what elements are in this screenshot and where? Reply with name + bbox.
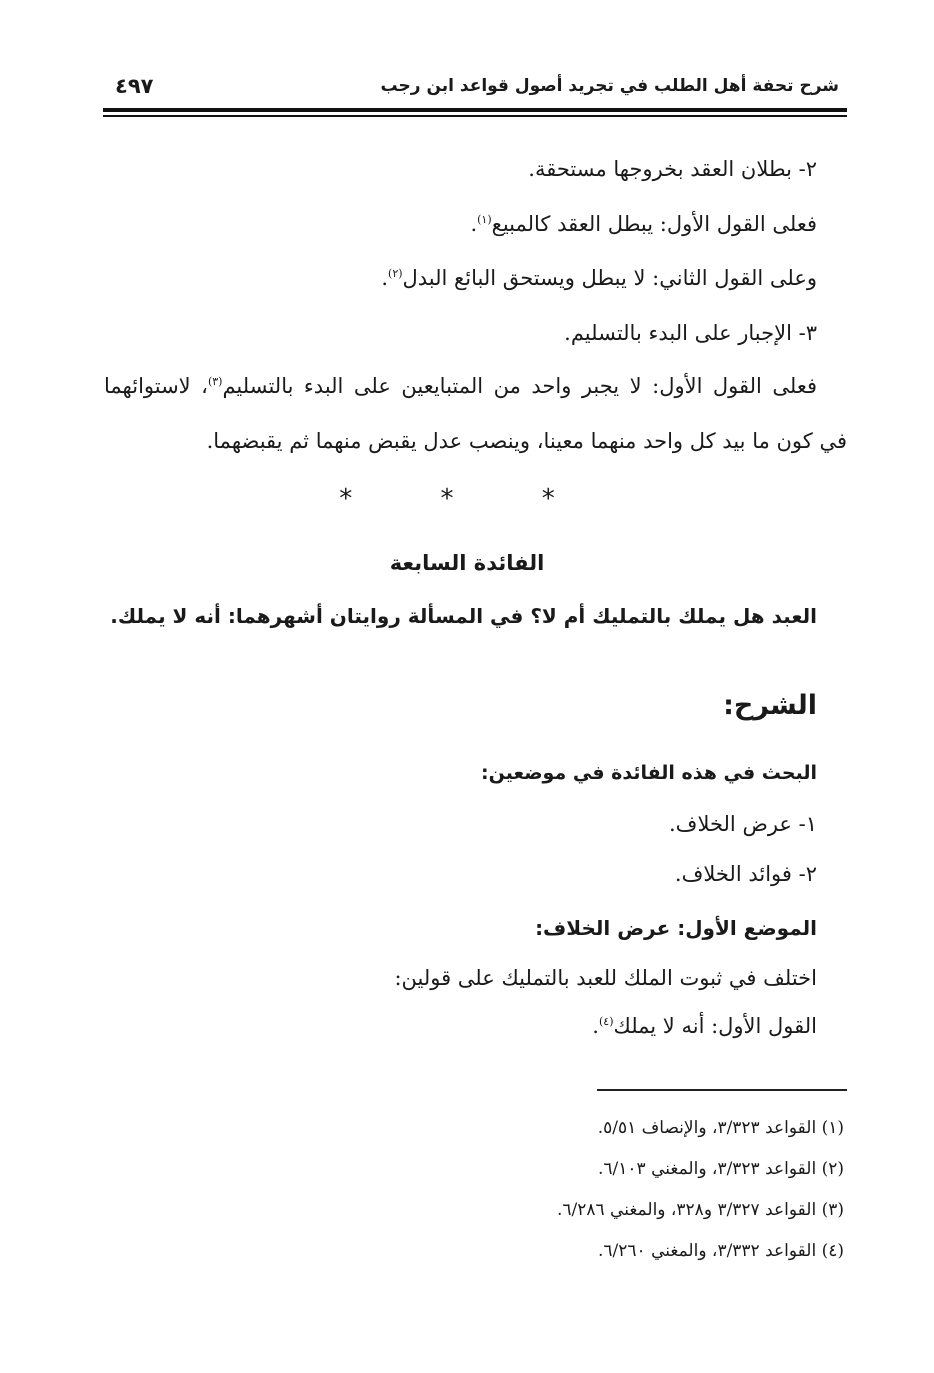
footnote-separator — [597, 1089, 847, 1091]
bahth-heading: البحث في هذه الفائدة في موضعين: — [481, 762, 817, 784]
list-item-1: ١- عرض الخلاف. — [669, 812, 817, 836]
text-line-2-end: . — [470, 212, 478, 236]
footnote-ref-2[interactable]: (٢) — [388, 267, 403, 280]
ikhtilaf-text: اختلف في ثبوت الملك للعبد بالتمليك على قولين: — [394, 966, 817, 990]
text-line-3 — [381, 266, 817, 291]
footnote-3: (٣) القواعد ٣/٣٢٧ و٣٢٨، والمغني ٦/٢٨٦. — [556, 1200, 844, 1220]
header-rule-thick — [103, 108, 847, 112]
faida-heading: الفائدة السابعة — [389, 551, 545, 575]
text-line-5 — [104, 374, 817, 399]
sharh-heading: الشرح: — [723, 690, 817, 721]
text-line-6: في كون ما بيد كل واحد منهما معينا، وينصب عدل يقبض منهما ثم يقبضهما. — [206, 429, 847, 453]
qawl-first-end: . — [592, 1014, 599, 1038]
text-line-4: ٣- الإجبار على البدء بالتسليم. — [564, 321, 817, 345]
running-header-title: شرح تحفة أهل الطلب في تجريد أصول قواعد ابن رجب — [380, 76, 839, 96]
mawdi-heading: الموضع الأول: عرض الخلاف: — [535, 916, 817, 940]
text-line-2 — [470, 212, 817, 237]
text-line-1: ٢- بطلان العقد بخروجها مستحقة. — [528, 157, 817, 181]
qawl-first — [592, 1014, 817, 1039]
qawl-first-main: القول الأول: أنه لا يملك — [613, 1014, 817, 1038]
footnote-2: (٢) القواعد ٣/٣٢٣، والمغني ٦/١٠٣. — [598, 1159, 844, 1179]
footnote-ref-4[interactable]: (٤) — [598, 1015, 614, 1028]
text-line-5-main: فعلى القول الأول: لا يجبر واحد من المتبايعين على البدء بالتسليم — [222, 374, 817, 398]
footnote-ref-3[interactable]: (٣) — [207, 375, 223, 388]
text-line-5-end: ، لاستوائهما — [104, 374, 208, 398]
faida-statement: العبد هل يملك بالتمليك أم لا؟ في المسألة روايتان أشهرهما: أنه لا يملك. — [110, 604, 817, 628]
page-number: ٤٩٧ — [115, 74, 154, 98]
section-separator-stars: * * * — [339, 484, 595, 514]
footnote-1: (١) القواعد ٣/٣٢٣، والإنصاف ٥/٥١. — [597, 1118, 844, 1138]
text-line-2-main: فعلى القول الأول: يبطل العقد كالمبيع — [491, 212, 817, 236]
text-line-3-end: . — [381, 266, 389, 290]
footnote-4: (٤) القواعد ٣/٣٣٢، والمغني ٦/٢٦٠. — [598, 1241, 844, 1261]
footnote-ref-1[interactable]: (١) — [477, 213, 492, 226]
header-rule-thin — [103, 115, 847, 117]
text-line-3-main: وعلى القول الثاني: لا يبطل ويستحق البائع البدل — [402, 266, 817, 290]
list-item-2: ٢- فوائد الخلاف. — [674, 862, 817, 886]
